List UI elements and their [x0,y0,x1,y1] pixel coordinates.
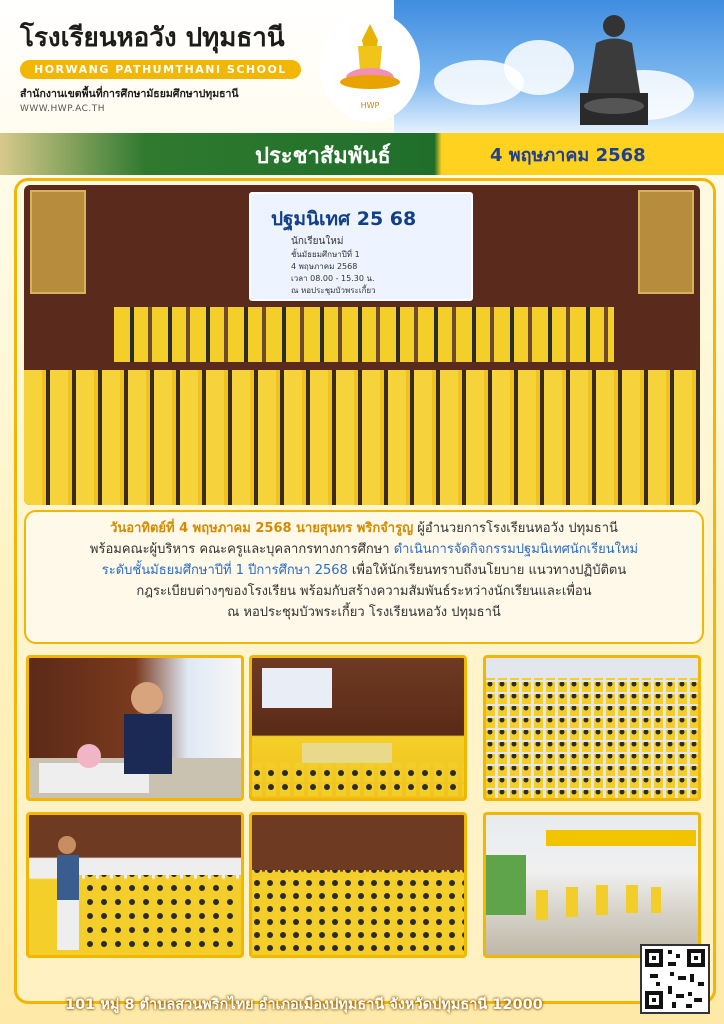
photo-assembly-crowd [249,812,467,958]
photo-speaker-podium [26,655,244,801]
student-crowd [24,370,700,505]
school-logo [320,12,420,122]
staff-row [114,307,614,362]
qr-code-icon [642,946,708,1012]
website-link[interactable]: WWW.HWP.AC.TH [20,104,105,114]
statue-image [574,8,654,128]
section-label: ประชาสัมพันธ์ [255,144,391,169]
banner-time: เวลา 08.00 - 15.30 น. [291,274,375,283]
banner-place: ณ หอประชุมบัวพระเกี้ยว [291,286,376,295]
caption-director-title: ผู้อำนวยการโรงเรียนหอวัง ปทุมธานี [413,521,618,536]
banner-subtitle: นักเรียนใหม่ [291,236,344,247]
orientation-banner [249,192,473,301]
royal-portrait-left [30,190,86,294]
royal-portrait-right [638,190,694,294]
caption-grade-year: ระดับชั้นมัธยมศึกษาปีที่ 1 ปีการศึกษา 2568 [101,563,348,578]
education-office: สำนักงานเขตพื้นที่การศึกษามัธยมศึกษาปทุมธานี [20,88,239,100]
caption-purpose: เพื่อให้นักเรียนทราบถึงนโยบาย แนวทางปฏิบัติตน [347,563,627,578]
school-name-english: HORWANG PATHUMTHANI SCHOOL [20,60,301,79]
qr-code[interactable] [640,944,710,1014]
caption-line2: พร้อมคณะผู้บริหาร คณะครูและบุคลากรทางการศึกษา [89,542,394,557]
svg-text:HWP: HWP [360,100,380,110]
banner-date: 4 พฤษภาคม 2568 [291,262,358,271]
photo-teacher-speaking [26,812,244,958]
school-name-thai: โรงเรียนหอวัง ปทุมธานี [20,23,285,53]
banner-title: ปฐมนิเทศ 25 68 [271,208,417,230]
school-header [20,22,310,114]
photo-hall-stage [249,655,467,801]
caption-activity: ดำเนินการจัดกิจกรรมปฐมนิเทศนักเรียนใหม่ [393,542,639,557]
caption-venue: ณ หอประชุมบัวพระเกี้ยว โรงเรียนหอวัง ปทุมธานี [227,605,501,620]
sky-background [394,0,724,135]
main-photo [24,185,700,505]
crest-icon [330,20,410,115]
photo-students-seated [483,655,701,801]
caption-date-director: วันอาทิตย์ที่ 4 พฤษภาคม 2568 นายสุนทร พริกจำรูญ [110,521,414,536]
photo-students-walking [483,812,701,958]
news-caption [24,510,704,644]
caption-line4: กฎระเบียบต่างๆของโรงเรียน พร้อมกับสร้างความสัมพันธ์ระหว่างนักเรียนและเพื่อน [136,584,592,599]
date-label: 4 พฤษภาคม 2568 [490,145,646,166]
banner-grade: ชั้นมัธยมศึกษาปีที่ 1 [291,250,360,259]
school-address: 101 หมู่ 8 ตำบลสวนพริกไทย อำเภอเมืองปทุมธานี จังหวัดปทุมธานี 12000 [65,997,543,1013]
